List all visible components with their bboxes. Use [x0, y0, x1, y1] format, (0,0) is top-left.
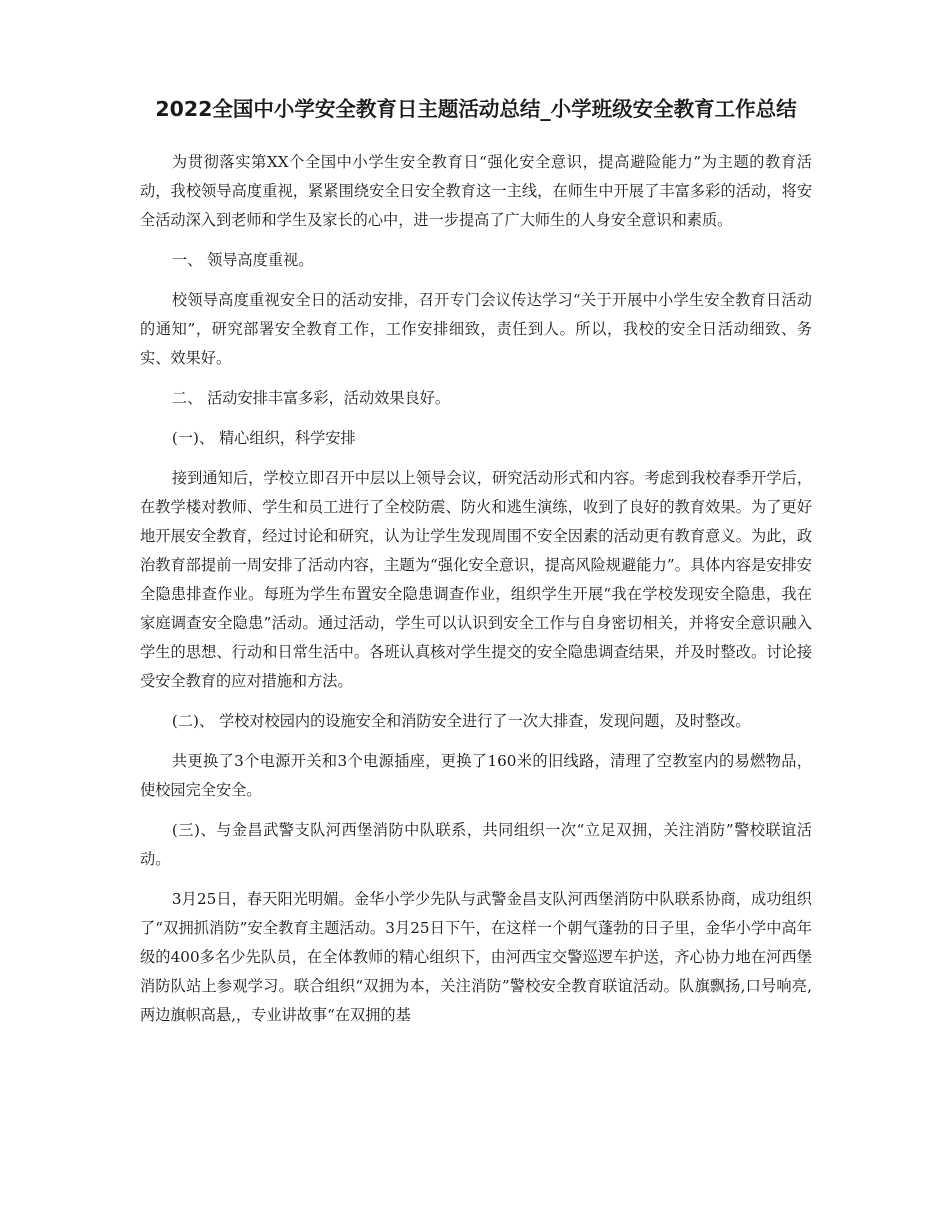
document-page — [140, 92, 812, 1041]
subsection-3-paragraph: 3月25日，春天阳光明媚。金华小学少先队与武警金昌支队河西堡消防中队联系协商，成功组织了“双拥抓消防”安全教育主题活动。3月25日下午，在这样一个朝气蓬勃的日子里，金华小学中高年级的400多名少先队员，在全体教师的精心组织下，由河西宝交警巡逻车护送，齐心协力地在河西堡消防队站上参观学习。联合组织“双拥为本，关注消防”警校安全教育联谊活动。队旗飘扬,口号响亮,两边旗帜高悬,，专业讲故事“在双拥的基 — [140, 890, 812, 1024]
document-title: 2022全国中小学安全教育日主题活动总结_小学班级安全教育工作总结 — [155, 97, 797, 121]
intro-paragraph: 为贯彻落实第XX个全国中小学生安全教育日“强化安全意识，提高避险能力”为主题的教育活动，我校领导高度重视，紧紧围绕安全日安全教育这一主线，在师生中开展了丰富多彩的活动，将安全活动深入到老师和学生及家长的心中，进一步提高了广大师生的人身安全意识和素质。 — [140, 153, 812, 229]
subsection-heading-2: (二)、 学校对校园内的设施安全和消防安全进行了一次大排查，发现问题，及时整改。 — [171, 712, 751, 730]
subsection-heading-3: (三)、与金昌武警支队河西堡消防中队联系，共同组织一次“立足双拥，关注消防”警校联谊活动。 — [140, 821, 812, 868]
section-heading-1: 一、 领导高度重视。 — [171, 251, 314, 269]
subsection-1-paragraph: 接到通知后，学校立即召开中层以上领导会议，研究活动形式和内容。考虑到我校春季开学后，在教学楼对教师、学生和员工进行了全校防震、防火和逃生演练，收到了良好的教育效果。为了更好地开展安全教育，经过讨论和研究，认为让学生发现周围不安全因素的活动更有教育意义。为此，政治教育部提前一周安排了活动内容，主题为“强化安全意识，提高风险规避能力”。具体内容是安排安全隐患排查作业。每班为学生布置安全隐患调查作业，组织学生开展“我在学校发现安全隐患，我在家庭调查安全隐患”活动。通过活动，学生可以认识到安全工作与自身密切相关，并将安全意识融入学生的思想、行动和日常生活中。各班认真核对学生提交的安全隐患调查结果，并及时整改。讨论接受安全教育的应对措施和方法。 — [140, 469, 812, 690]
subsection-heading-1: (一)、 精心组织，科学安排 — [171, 429, 356, 447]
section-heading-2: 二、 活动安排丰富多彩，活动效果良好。 — [171, 389, 451, 407]
section-1-paragraph: 校领导高度重视安全日的活动安排，召开专门会议传达学习“关于开展中小学生安全教育日活动的通知”，研究部署安全教育工作，工作安排细致，责任到人。所以，我校的安全日活动细致、务实、效果好。 — [140, 291, 812, 367]
subsection-2-paragraph: 共更换了3个电源开关和3个电源插座，更换了160米的旧线路，清理了空教室内的易燃物品，使校园完全安全。 — [140, 752, 812, 799]
